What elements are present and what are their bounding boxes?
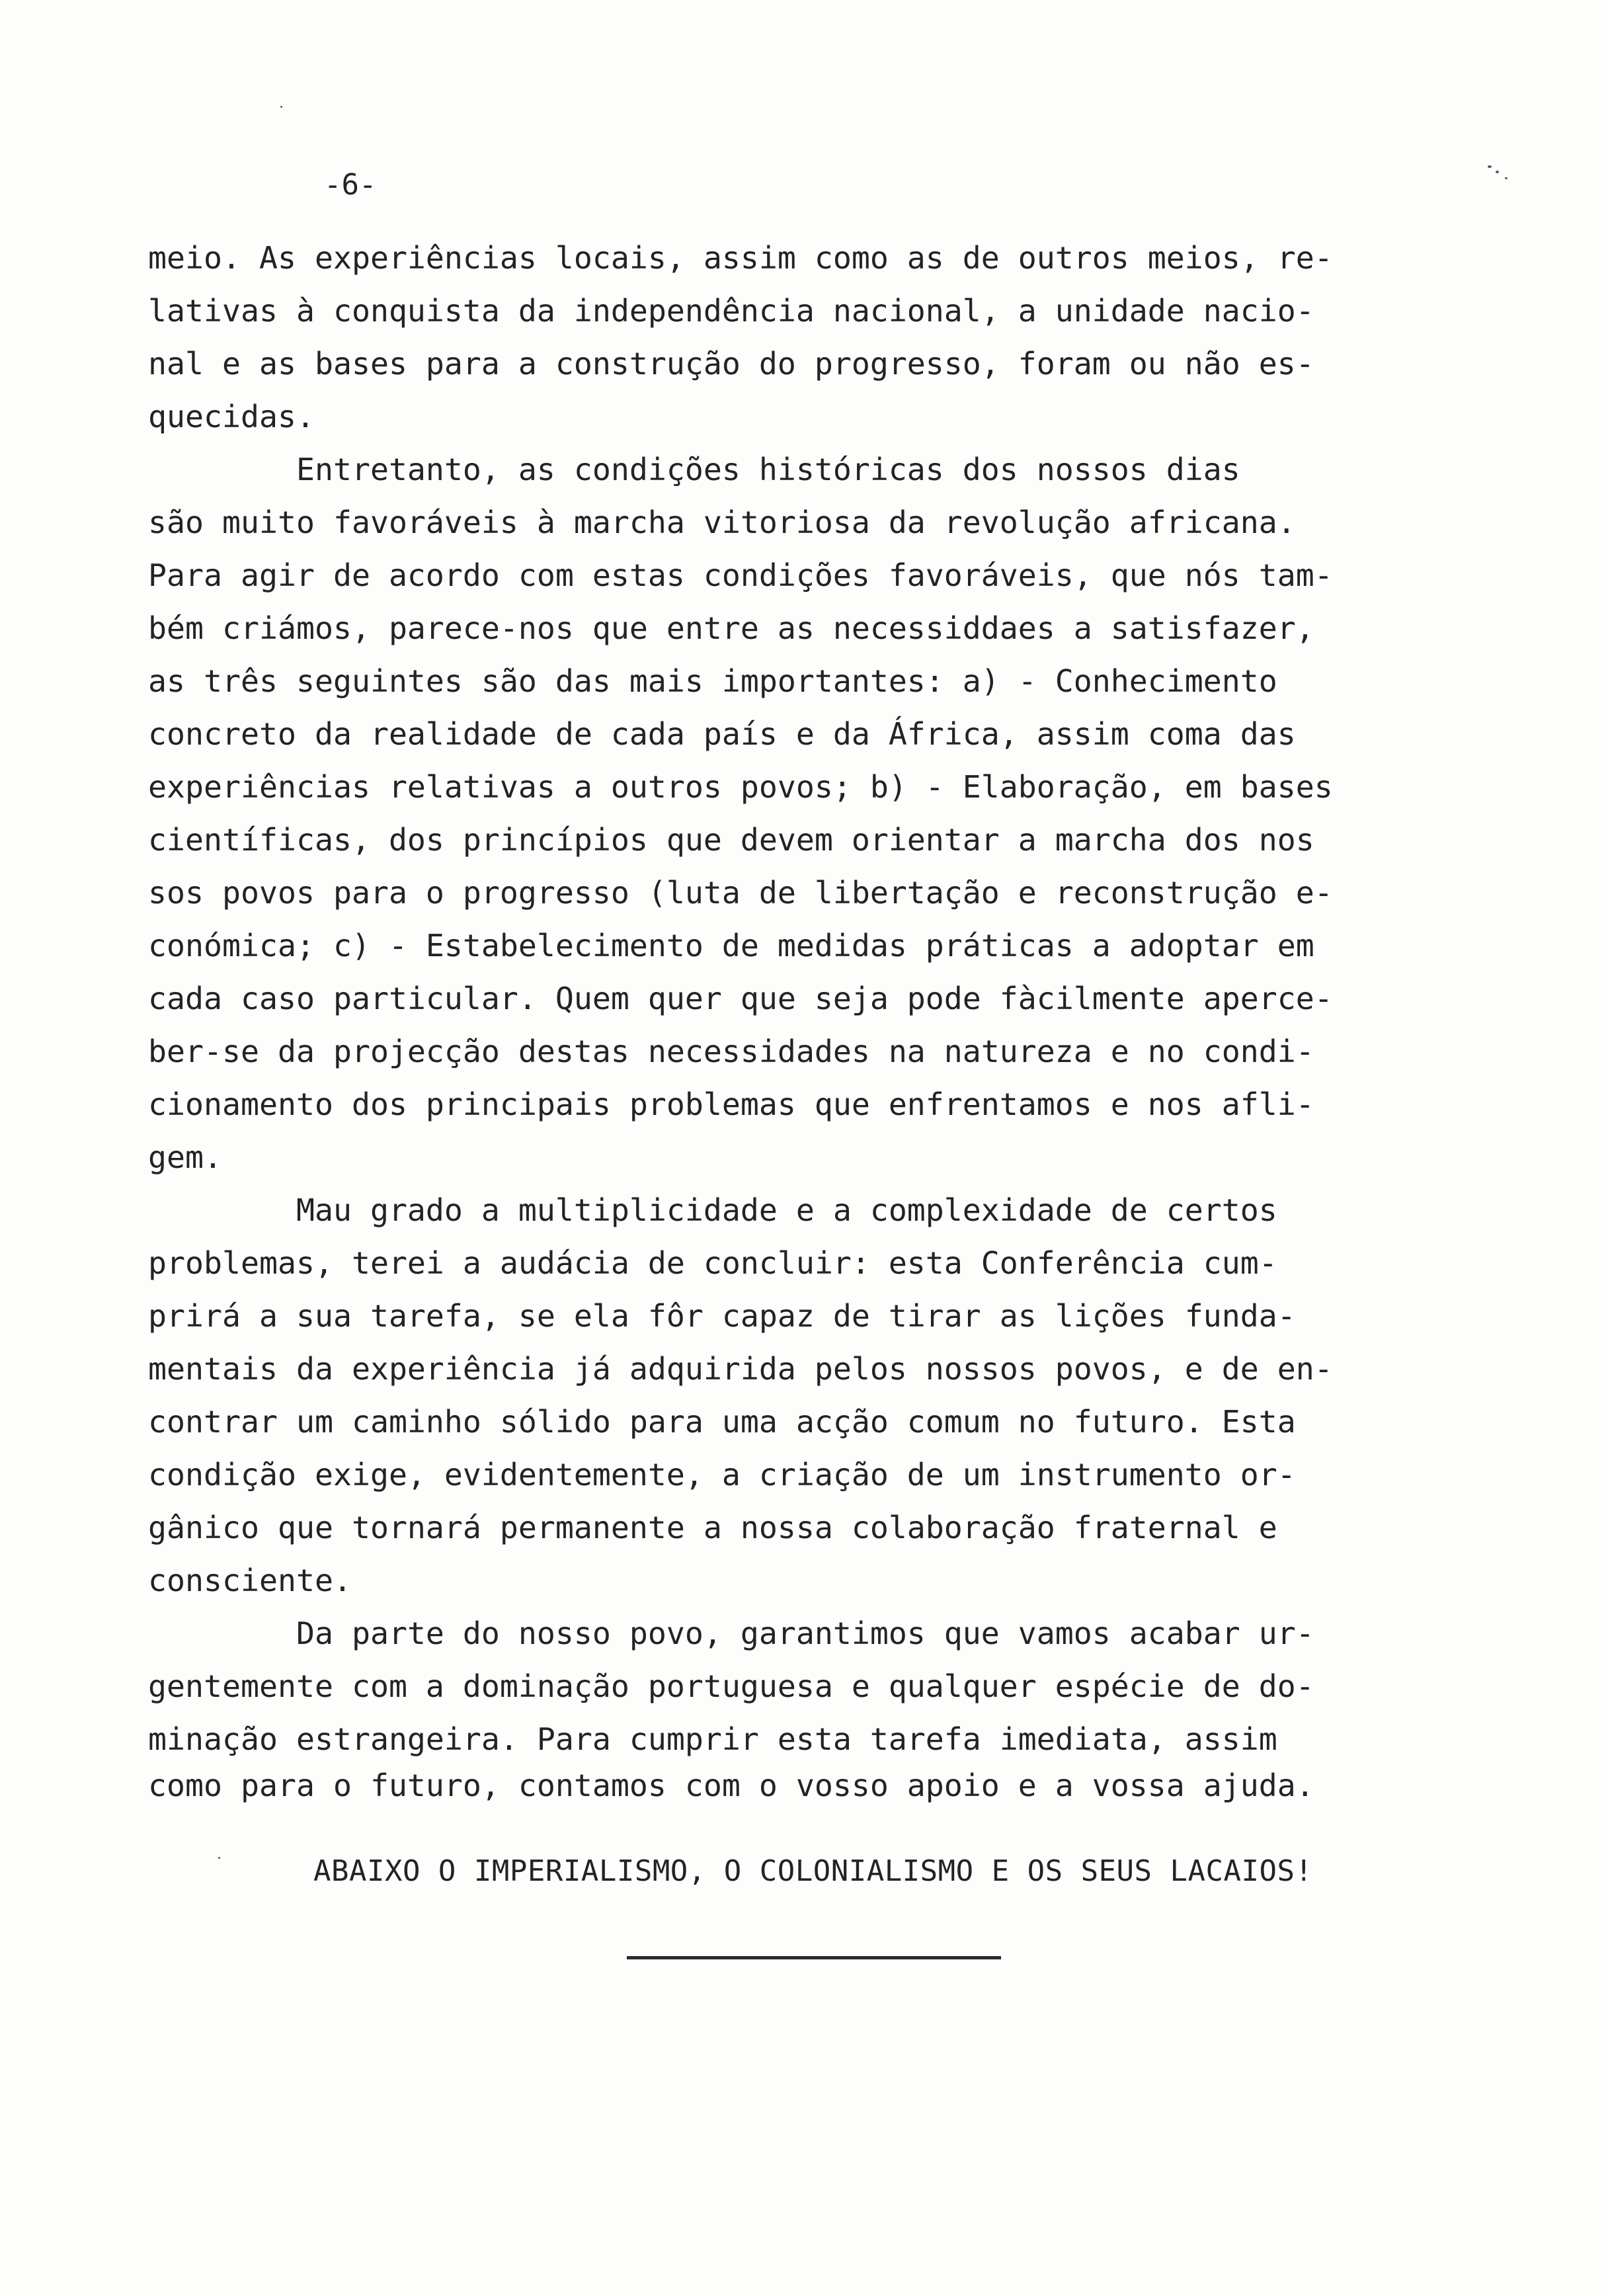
text-line: nal e as bases para a construção do progresso, foram ou não es- <box>148 346 1314 382</box>
text-line: contrar um caminho sólido para uma acção comum no futuro. Esta <box>148 1404 1296 1440</box>
text-line: cionamento dos principais problemas que enfrentamos e nos afli- <box>148 1086 1314 1122</box>
text-line: gem. <box>148 1139 222 1175</box>
text-line: minação estrangeira. Para cumprir esta tarefa imediata, assim <box>148 1721 1277 1757</box>
text-line: concreto da realidade de cada país e da África, assim coma das <box>148 716 1296 752</box>
scan-speck <box>280 106 282 108</box>
text-line: Mau grado a multiplicidade e a complexidade de certos <box>148 1192 1277 1228</box>
text-line: Da parte do nosso povo, garantimos que vamos acabar ur- <box>148 1616 1314 1651</box>
text-line: são muito favoráveis à marcha vitoriosa da revolução africana. <box>148 505 1296 540</box>
text-line: Entretanto, as condições históricas dos nossos dias <box>148 452 1240 487</box>
text-line: ber-se da projecção destas necessidades na natureza e no condi- <box>148 1034 1314 1069</box>
scan-speck <box>1496 171 1499 173</box>
text-line: sos povos para o progresso (luta de libertação e reconstrução e- <box>148 875 1333 911</box>
text-line: gentemente com a dominação portuguesa e qualquer espécie de do- <box>148 1668 1314 1704</box>
text-line: conómica; c) - Estabelecimento de medidas práticas a adoptar em <box>148 928 1314 964</box>
text-line: condição exige, evidentemente, a criação de um instrumento or- <box>148 1457 1296 1493</box>
closing-slogan: ABAIXO O IMPERIALISMO, O COLONIALISMO E OS SEUS LACAIOS! <box>313 1854 1313 1888</box>
page-number: -6- <box>324 168 377 202</box>
text-line: prirá a sua tarefa, se ela fôr capaz de tirar as lições funda- <box>148 1298 1296 1334</box>
text-line: bém criámos, parece-nos que entre as necessiddaes a satisfazer, <box>148 610 1314 646</box>
text-line: as três seguintes são das mais importantes: a) - Conhecimento <box>148 663 1277 699</box>
text-line: mentais da experiência já adquirida pelos nossos povos, e de en- <box>148 1351 1333 1387</box>
scan-speck <box>1488 165 1492 168</box>
text-line: científicas, dos princípios que devem orientar a marcha dos nos <box>148 822 1314 858</box>
text-line: problemas, terei a audácia de concluir: esta Conferência cum- <box>148 1245 1277 1281</box>
text-line: consciente. <box>148 1563 352 1598</box>
text-line: Para agir de acordo com estas condições favoráveis, que nós tam- <box>148 557 1333 593</box>
text-line: como para o futuro, contamos com o vosso apoio e a vossa ajuda. <box>148 1768 1314 1803</box>
text-line: quecidas. <box>148 399 315 434</box>
scan-speck <box>218 1857 220 1859</box>
scan-speck <box>1505 177 1508 179</box>
text-line: cada caso particular. Quem quer que seja pode fàcilmente aperce- <box>148 981 1333 1016</box>
text-line: experiências relativas a outros povos; b) - Elaboração, em bases <box>148 769 1333 805</box>
text-line: lativas à conquista da independência nacional, a unidade nacio- <box>148 293 1314 329</box>
text-line: meio. As experiências locais, assim como as de outros meios, re- <box>148 240 1333 276</box>
text-line: gânico que tornará permanente a nossa colaboração fraternal e <box>148 1510 1277 1545</box>
document-body <box>148 231 1404 1805</box>
closing-rule <box>627 1956 1001 1959</box>
